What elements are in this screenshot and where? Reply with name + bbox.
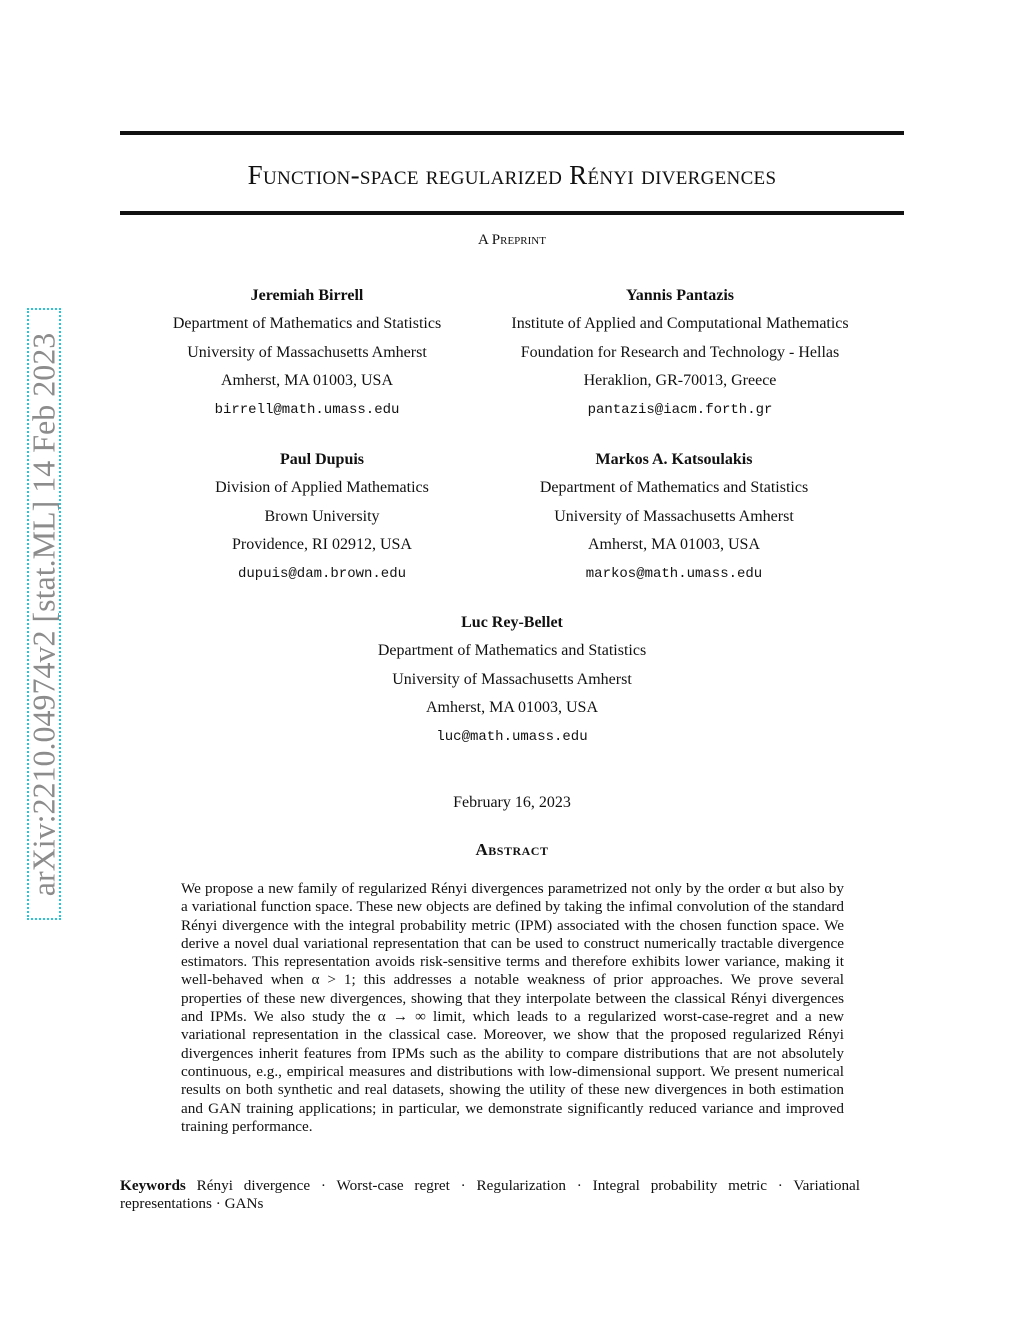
author-institution: University of Massachusetts Amherst — [187, 343, 427, 361]
author-email[interactable]: luc@math.umass.edu — [436, 728, 588, 745]
author-institution: University of Massachusetts Amherst — [392, 670, 632, 688]
keywords — [120, 1177, 860, 1214]
paper-title: Function-space regularized Rényi divergences — [247, 160, 777, 190]
author-institution: Foundation for Research and Technology - Hellas — [520, 343, 840, 361]
author-address: Heraklion, GR-70013, Greece — [583, 372, 777, 390]
author-department: Department of Mathematics and Statistics — [377, 642, 647, 660]
author-email[interactable]: pantazis@iacm.forth.gr — [587, 401, 773, 418]
author-address: Amherst, MA 01003, USA — [220, 372, 393, 390]
author-block — [464, 446, 884, 588]
author-address: Amherst, MA 01003, USA — [587, 536, 760, 554]
author-email[interactable]: birrell@math.umass.edu — [214, 401, 400, 418]
author-department: Department of Mathematics and Statistics — [172, 315, 442, 333]
keywords-label-rest: eywords — [131, 1177, 186, 1194]
author-institution: University of Massachusetts Amherst — [554, 507, 794, 525]
preprint-label: A Preprint — [478, 232, 546, 248]
author-name: Paul Dupuis — [279, 451, 365, 468]
title-rule-bottom — [120, 211, 904, 215]
arxiv-stamp — [27, 308, 61, 920]
keywords-label-initial: K — [120, 1177, 132, 1194]
author-email[interactable]: markos@math.umass.edu — [585, 565, 763, 582]
arxiv-stamp-text: arXiv:2210.04974v2 [stat.ML] 14 Feb 2023 — [25, 332, 62, 896]
abstract-body: We propose a new family of regularized Rényi divergences parametrized not only by the order α but also by a variational function space. These new objects are defined by taking the infimal convolution of the standard Rényi divergence with the integral probability metric (IPM) associated with the chosen function space. We derive a novel dual variational representation that can be used to construct numerically tractable divergence estimators. This representation avoids risk-sensitive terms and therefore exhibits lower variance, making it well-behaved when α > 1; this addresses a notable weakness of prior approaches. We prove several properties of these new divergences, showing that they interpolate between the classical Rényi divergences and IPMs. We also study the α → ∞ limit, which leads to a regularized worst-case-regret and a new variational representation in the classical case. Moreover, we show that the proposed regularized Rényi divergences inherit features from IPMs such as the ability to compare distributions that are not absolutely continuous, e.g., empirical measures and distributions with low-dimensional support. We present numerical results on both synthetic and real datasets, showing the utility of these new divergences in both estimation and GAN training applications; in particular, we demonstrate significantly reduced variance and improved training performance. — [181, 880, 844, 1135]
author-email[interactable]: dupuis@dam.brown.edu — [237, 565, 407, 582]
author-block — [97, 282, 517, 424]
publication-date: February 16, 2023 — [453, 794, 571, 811]
author-department: Department of Mathematics and Statistics — [539, 479, 809, 497]
author-block — [470, 282, 890, 424]
author-name: Jeremiah Birrell — [250, 287, 364, 304]
author-department: Institute of Applied and Computational Mathematics — [511, 315, 849, 333]
keywords-list: Rényi divergence · Worst-case regret · Regularization · Integral probability metric · Variational representations · GANs — [120, 1177, 861, 1213]
abstract-heading: Abstract — [475, 840, 549, 859]
author-department: Division of Applied Mathematics — [215, 479, 429, 497]
author-address: Amherst, MA 01003, USA — [425, 699, 598, 717]
author-block — [302, 609, 722, 751]
title-rule-top — [120, 131, 904, 135]
author-institution: Brown University — [264, 507, 380, 525]
author-address: Providence, RI 02912, USA — [232, 536, 412, 554]
author-name: Markos A. Katsoulakis — [595, 451, 753, 468]
author-name: Yannis Pantazis — [625, 287, 735, 304]
keywords-label — [120, 1177, 186, 1194]
author-name: Luc Rey-Bellet — [461, 614, 563, 631]
